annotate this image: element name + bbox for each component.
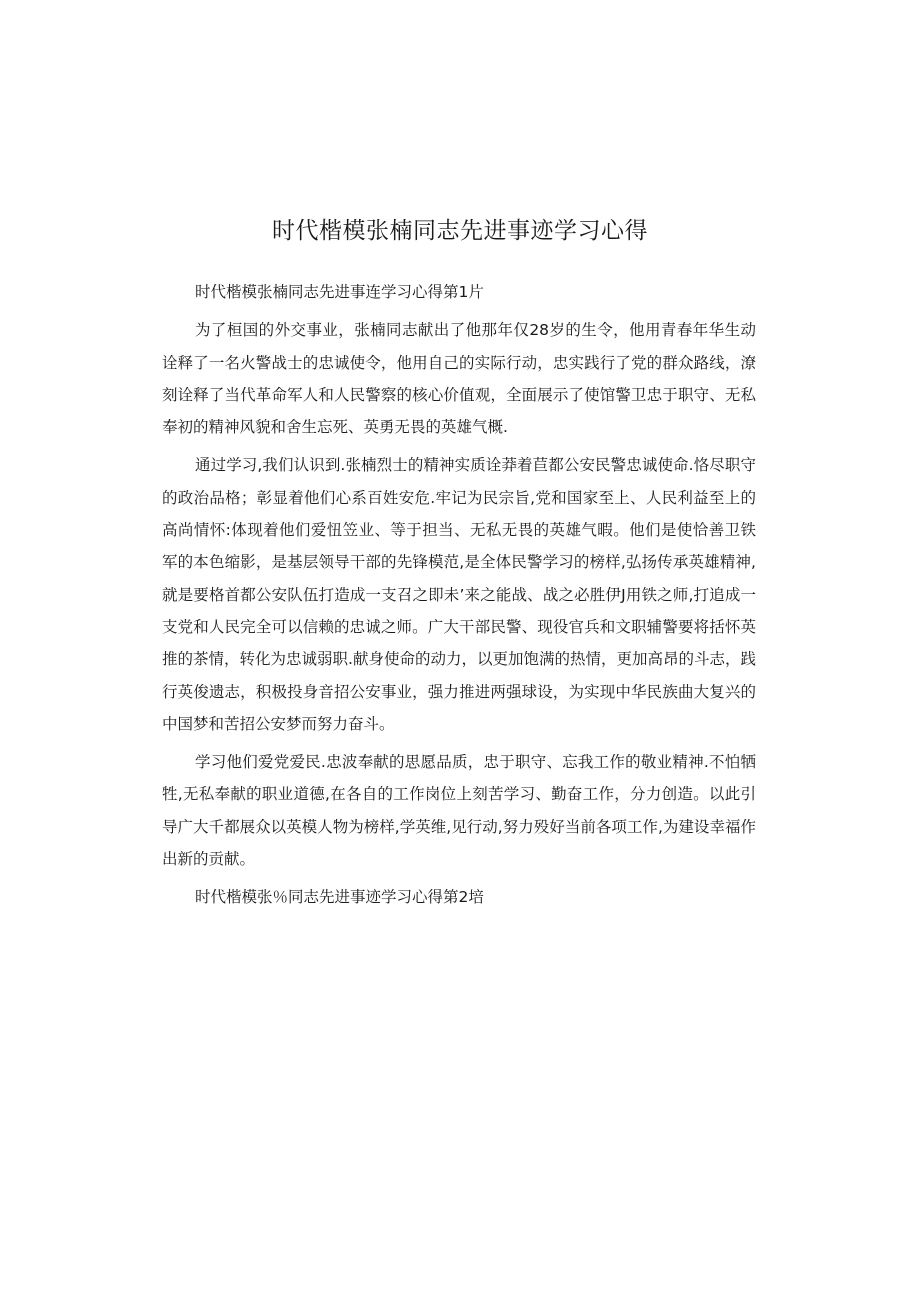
section-heading-1: 时代楷模张楠同志先进事连学习心得第1片 [195,283,484,301]
document-body [162,276,756,920]
section-heading-2: 时代楷模张％同志先进事迹学习心得第2培 [195,888,484,907]
paragraph: 为了桓国的外交事业，张楠同志献出了他那年仅28岁的生令，他用青春年华生动诠释了一名火警战士的忠诚使令，他用自己的实际行动，忠实践行了党的群众路线，潦刻诠释了当代革命军人和人民警察的核心价值观，全面展示了使馆警卫忠于职守、无私奉初的精神风貌和舍生忘死、英勇无畏的英雄气概. [162,321,756,437]
document-title: 时代楷模张楠同志先进事迹学习心得 [272,218,648,244]
paragraph: 通过学习,我们认识到.张楠烈士的精神实质诠莽着苣都公安民警忠诚使命.恪尽职守的政治品格；彰显着他们心系百姓安危.牢记为民宗旨,党和国家至上、人民利益至上的高尚情怀:体现着他们爱忸笠业、等于担当、无私无畏的英雄气暇。他们是使恰善卫铁军的本色缩影，是基层领导干部的先锋模范,是全体民警学习的榜样,弘扬传承英雄精神,就是要格首都公安队伍打造成一支召之即未’来之能战、战之必胜伊J用铁之师,打追成一支党和人民完全可以信赖的忠诚之师。广大干部民警、现役官兵和文职辅警要将括怀英推的茶情，转化为忠诚弱职.献身使命的动力，以更加饱满的热情，更加高昂的斗志，践行英俊遗志，积极投身音招公安事业，强力推进两强球设，为实现中华民族曲大复兴的中国梦和苦招公安梦而努力奋斗。 [162,456,756,733]
paragraph: 学习他们爱党爱民.忠波奉献的思愿品质，忠于职守、忘我工作的敬业精神.不怕牺牲,无私奉献的职业道德,在各自的工作岗位上刻苦学习、勤奋工作，分力创造。以此引导广大千都展众以英模人物为榜样,学英维,见行动,努力殁好当前各项工作,为建设幸福作出新的贡献。 [162,753,756,869]
